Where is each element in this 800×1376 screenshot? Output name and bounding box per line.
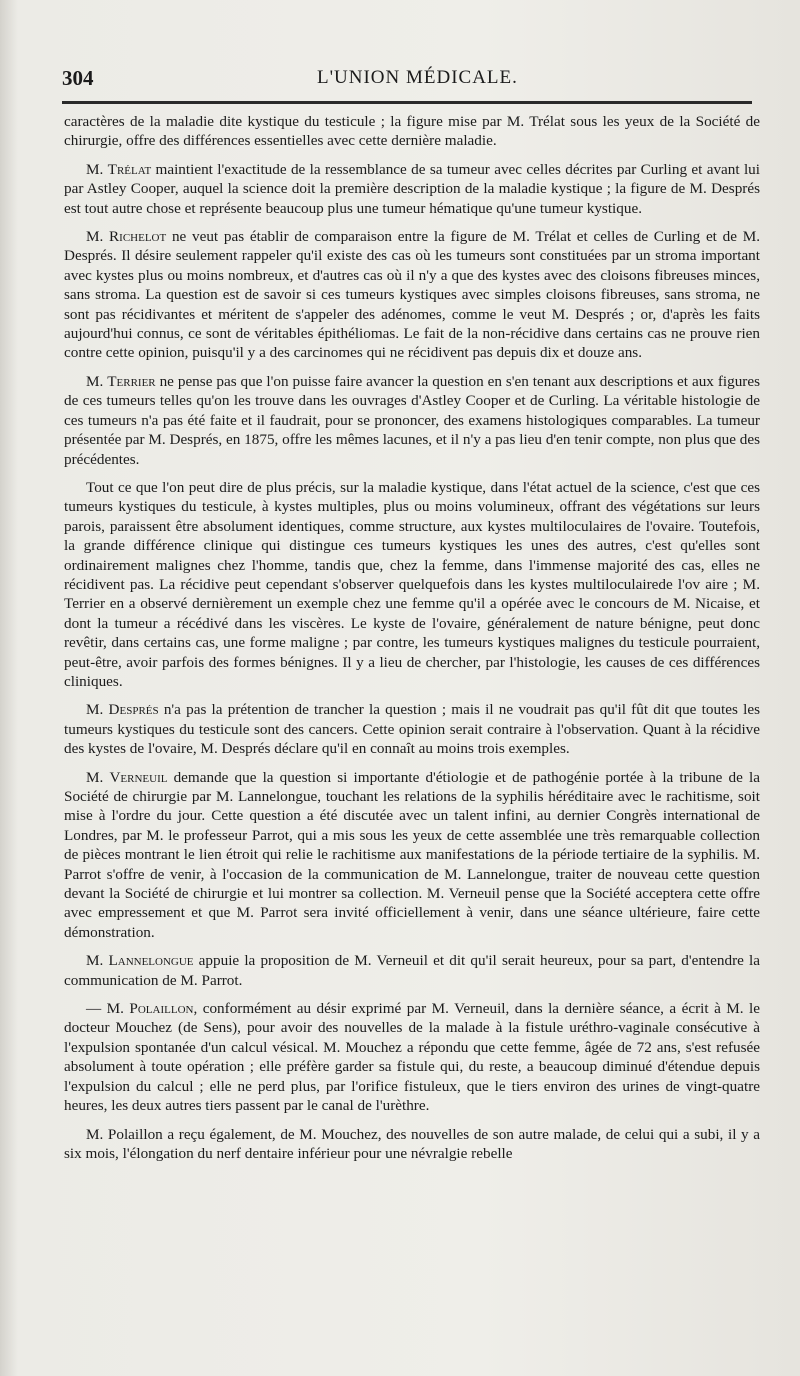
speaker-name: Terrier (107, 372, 156, 390)
speaker-name: Després (108, 701, 159, 719)
paragraph: Tout ce que l'on peut dire de plus précis, sur la maladie kystique, dans l'état actuel de la science, c'est que ces tumeurs kystiques du testicule, à kystes multiples, plus ou moins volumineux, offrant des végétations sur leurs parois, paraissent être absolument identiques, comme structure, aux kystes multiloculaires de l'ovaire. Toutefois, la grande différence clinique qui distingue ces tumeurs kystiques les unes des autres, c'est qu'elles sont ordinairement malignes chez l'homme, tandis que, chez la femme, dans l'immense majorité des cas, elles ne récidivent pas. La récidive peut cependant s'observer quelquefois dans les kystes multiloculairede l'ov aire ; M. Terrier en a observé dernièrement un exemple chez une femme qu'il a opérée avec le concours de M. Nicaise, et dont la tumeur a récédivé dans les viscères. Le kyste de l'ovaire, généralement de nature bénigne, peut donc revêtir, dans certains cas, une forme maligne ; par contre, les tumeurs kystiques malignes du testicule pourraient, peut-être, avoir parfois des formes bénignes. Il y a lieu de chercher, par l'histologie, les causes de ces différences cliniques. (64, 478, 760, 690)
paragraph: M. Després n'a pas la prétention de trancher la question ; mais il ne voudrait pas qu'il fût dit que toutes les tumeurs kystiques du testicule sont des cancers. Cette opinion serait contraire à l'observation. Quant à la récidive des kystes de l'ovaire, M. Després déclare qu'il en connaît au moins trois exemples. (64, 701, 760, 758)
paragraph: M. Richelot ne veut pas établir de comparaison entre la figure de M. Trélat et celles de Curling et de M. Després. Il désire seulement rappeler qu'il existe des cas où les tumeurs sont constituées par un stroma important avec kystes plus ou moins nombreux, et d'autres cas où il n'y a que des kystes avec des cloisons fibreuses minces, sans stroma. La question est de savoir si ces tumeurs kystiques avec simples cloisons fibreuses, sans stroma, ne sont pas récidivantes et méritent de s'appeler des adénomes, comme le veut M. Després ; or, d'après les faits aujourd'hui connus, ce sont de véritables épithéliomas. Le fait de la non-récidive dans certains cas ne prouve rien contre cette opinion, puisqu'il y a des carcinomes qui ne récidivent pas depuis dix et douze ans. (64, 228, 760, 362)
running-head (62, 66, 752, 96)
article-body (64, 112, 760, 1172)
paragraph: M. Lannelongue appuie la proposition de M. Verneuil et dit qu'il serait heureux, pour sa part, d'entendre la communication de M. Parrot. (64, 952, 760, 989)
speaker-name: Verneuil (109, 768, 168, 786)
paragraph: M. Verneuil demande que la question si importante d'étiologie et de pathogénie portée à la tribune de la Société de chirurgie par M. Lannelongue, touchant les relations de la syphilis héréditaire avec le rachitisme, soit mise à l'ordre du jour. Cette question a été discutée avec un talent infini, au dernier Congrès international de Londres, par M. le professeur Parrot, qui a mis sous les yeux de cette assemblée une très remarquable collection de pièces montrant le lien étroit qui relie le rachitisme aux manifestations de la période tertiaire de la syphilis. M. Parrot s'offre de venir, à l'occasion de la communication de M. Lannelongue, traiter de nouveau cette question devant la Société de chirurgie et lui montrer sa collection. M. Verneuil pense que la Société acceptera cette offre avec empressement et que M. Parrot sera invité officiellement à venir, dans une séance ultérieure, faire cette démonstration. (64, 768, 760, 941)
paragraph: M. Trélat maintient l'exactitude de la ressemblance de sa tumeur avec celles décrites par Curling et avant lui par Astley Cooper, auquel la science doit la première description de la maladie kystique ; la figure de M. Després est tout autre chose et représente beaucoup plus une tumeur hématique qu'une tumeur kystique. (64, 160, 760, 217)
speaker-name: Richelot (109, 228, 167, 246)
paragraph: M. Terrier ne pense pas que l'on puisse faire avancer la question en s'en tenant aux descriptions et aux figures de ces tumeurs telles qu'on les trouve dans les ouvrages d'Astley Cooper et de Curling. La véritable histologie de ces tumeurs n'a pas été faite et il faudrait, pour se prononcer, des examens histologiques comparables. La tumeur présentée par M. Després, en 1875, offre les mêmes lacunes, et il n'y a pas lieu d'en tenir compte, non plus que des précédentes. (64, 372, 760, 468)
speaker-name: Lannelongue (108, 952, 194, 970)
paragraph: caractères de la maladie dite kystique du testicule ; la figure mise par M. Trélat sous les yeux de la Société de chirurgie, offre des différences essentielles avec cette dernière maladie. (64, 113, 760, 150)
header-rule (62, 101, 752, 104)
page-number: 304 (62, 66, 94, 90)
speaker-name: Polaillon (129, 1000, 194, 1018)
speaker-name: Trélat (107, 160, 152, 178)
paragraph: — M. Polaillon, conformément au désir exprimé par M. Verneuil, dans la dernière séance, a écrit à M. le docteur Mouchez (de Sens), pour avoir des nouvelles de la malade à la fistule uréthro-vaginale consécutive à l'expulsion spontanée d'un calcul vésical. M. Mouchez a répondu que cette femme, âgée de 72 ans, s'est refusée absolument à toute opération ; elle préfère garder sa fistule qui, du reste, a beaucoup diminué d'étendue depuis l'expulsion du calcul ; elle ne perd plus, par l'orifice fistuleux, que le tiers environ des urines de vingt-quatre heures, les deux autres tiers passent par le canal de l'urèthre. (64, 1000, 760, 1115)
journal-title: L'UNION MÉDICALE. (317, 67, 518, 88)
paragraph: M. Polaillon a reçu également, de M. Mouchez, des nouvelles de son autre malade, de celui qui a subi, il y a six mois, l'élongation du nerf dentaire inférieur pour une névralgie rebelle (64, 1125, 760, 1162)
